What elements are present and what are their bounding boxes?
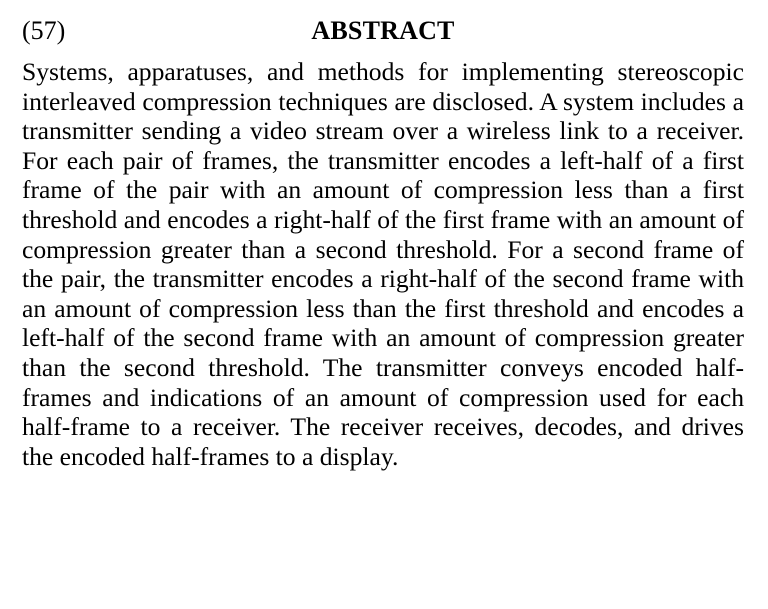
section-number: (57) [22,16,66,45]
section-title: ABSTRACT [311,16,455,45]
abstract-header [22,13,744,49]
abstract-text: Systems, apparatuses, and methods for implementing stereoscopic interleaved compression techniques are disclosed. A system includes a transmitter sending a video stream over a wireless link to a receiver. For each pair of frames, the transmitter encodes a left-half of a first frame of the pair with an amount of compression less than a first threshold and encodes a right-half of the first frame with an amount of compression greater than a second threshold. For a second frame of the pair, the transmitter encodes a right-half of the second frame with an amount of compression less than the first threshold and encodes a left-half of the second frame with an amount of compression greater than the second threshold. The transmitter conveys encoded half-frames and indications of an amount of compression used for each half-frame to a receiver. The receiver receives, decodes, and drives the encoded half-frames to a display. [22,57,744,471]
